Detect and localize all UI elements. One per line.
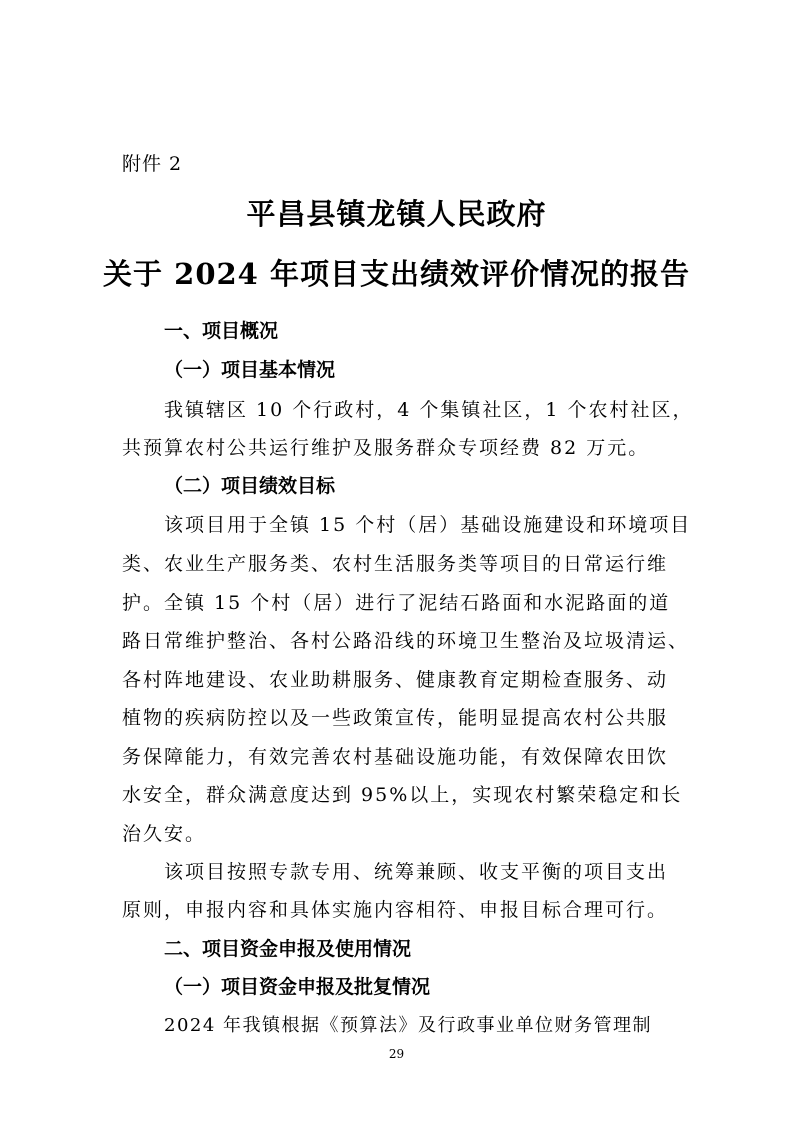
paragraph-line: 该项目用于全镇 15 个村（居）基础设施建设和环境项目 bbox=[164, 514, 692, 536]
paragraph-line: 各村阵地建设、农业助耕服务、健康教育定期检查服务、动 bbox=[122, 669, 669, 691]
paragraph-line: 2024 年我镇根据《预算法》及行政事业单位财务管理制 bbox=[164, 1015, 653, 1036]
paragraph-line: 原则，申报内容和具体实施内容相符、申报目标合理可行。 bbox=[122, 899, 669, 921]
section-1-sub-2-heading: （二）项目绩效目标 bbox=[164, 475, 336, 497]
paragraph-line: 护。全镇 15 个村（居）进行了泥结石路面和水泥路面的道 bbox=[122, 592, 671, 614]
page-number: 29 bbox=[388, 1047, 405, 1061]
paragraph-line: 务保障能力，有效完善农村基础设施功能，有效保障农田饮 bbox=[122, 746, 669, 768]
paragraph-line: 路日常维护整治、各村公路沿线的环境卫生整治及垃圾清运、 bbox=[122, 630, 690, 652]
paragraph-line: 治久安。 bbox=[122, 823, 207, 845]
paragraph-line: 我镇辖区 10 个行政村，4 个集镇社区，1 个农村社区， bbox=[164, 399, 694, 421]
section-2-sub-1-heading: （一）项目资金申报及批复情况 bbox=[164, 976, 431, 998]
attachment-label: 附件 2 bbox=[122, 153, 183, 175]
title-line-1: 平昌县镇龙镇人民政府 bbox=[246, 197, 547, 231]
paragraph-line: 水安全，群众满意度达到 95%以上，实现农村繁荣稳定和长 bbox=[122, 784, 683, 806]
title-line-2: 关于 2024 年项目支出绩效评价情况的报告 bbox=[103, 257, 690, 291]
paragraph-line: 共预算农村公共运行维护及服务群众专项经费 82 万元。 bbox=[122, 437, 650, 459]
section-2-heading: 二、项目资金申报及使用情况 bbox=[164, 938, 412, 960]
paragraph-line: 植物的疾病防控以及一些政策宣传，能明显提高农村公共服 bbox=[122, 707, 669, 729]
paragraph-line: 该项目按照专款专用、统筹兼顾、收支平衡的项目支出 bbox=[164, 861, 669, 883]
section-1-sub-1-heading: （一）项目基本情况 bbox=[164, 359, 336, 381]
paragraph-line: 类、农业生产服务类、农村生活服务类等项目的日常运行维 bbox=[122, 553, 669, 575]
section-1-heading: 一、项目概况 bbox=[164, 320, 279, 342]
